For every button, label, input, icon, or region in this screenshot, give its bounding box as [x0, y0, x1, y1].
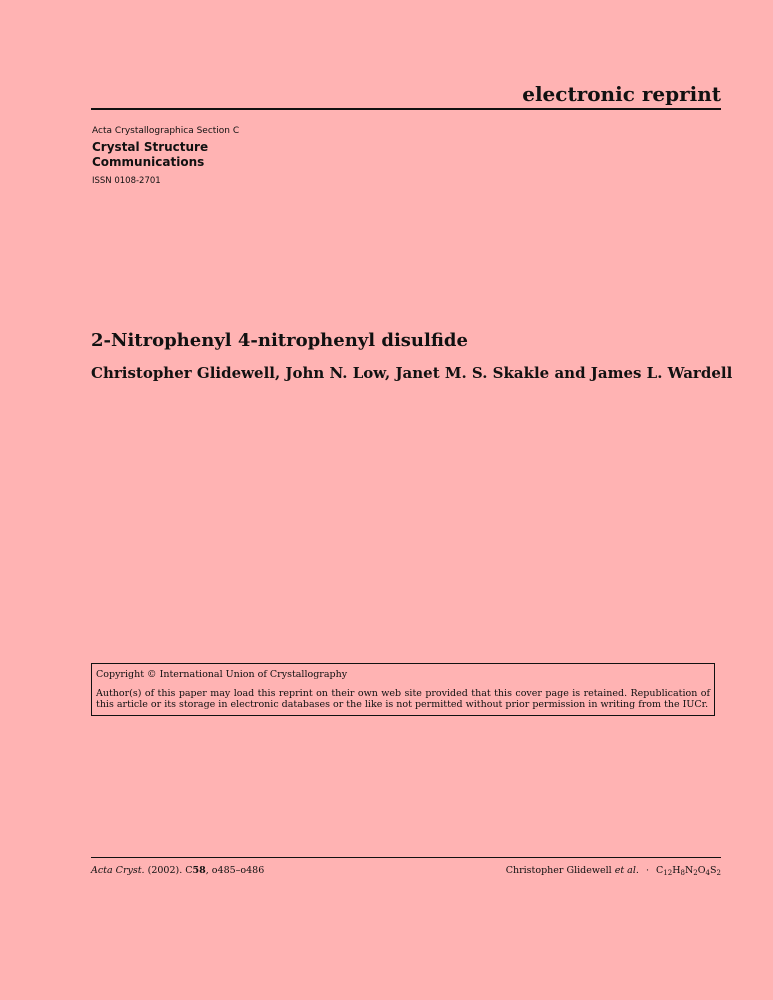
journal-section-line1: Crystal Structure	[92, 140, 209, 154]
copyright-notice: Copyright © International Union of Crystallography	[96, 669, 348, 680]
citation-section: C	[185, 865, 193, 876]
electronic-reprint-header: electronic reprint	[522, 82, 721, 106]
issn: ISSN 0108-2701	[92, 176, 161, 186]
citation	[91, 864, 264, 878]
formula-subscript: 2	[716, 869, 721, 877]
formula-element: O	[697, 865, 706, 876]
journal-block	[92, 125, 239, 187]
formula-element: H	[672, 865, 681, 876]
citation-journal: Acta Cryst.	[91, 865, 145, 876]
journal-name: Acta Crystallographica Section C	[92, 126, 240, 136]
formula-element: C	[656, 865, 664, 876]
journal-section-line2: Communications	[92, 155, 205, 169]
header-rule	[91, 108, 721, 110]
running-et-al: et al.	[614, 865, 639, 876]
chemical-formula	[656, 865, 721, 876]
footer-rule	[91, 857, 721, 858]
copyright-box	[91, 663, 715, 716]
permission-text: Author(s) of this paper may load this reprint on their own web site provided that this cover page is retained. Republication of this article or its storage in electronic databases or the like is not permitted without prior permission in writing from the IUCr.	[96, 688, 710, 710]
article-authors: Christopher Glidewell, John N. Low, Janet M. S. Skakle and James L. Wardell	[91, 364, 733, 382]
formula-subscript: 8	[680, 869, 685, 877]
article-title: 2-Nitrophenyl 4-nitrophenyl disulfide	[91, 330, 468, 351]
citation-pages: , o485–o486	[205, 865, 265, 876]
formula-subscript: 4	[705, 869, 711, 877]
formula-subscript: 12	[663, 869, 673, 877]
running-separator: ·	[645, 865, 649, 876]
running-head	[506, 864, 721, 878]
citation-year: (2002).	[147, 865, 183, 876]
formula-element: S	[710, 865, 717, 876]
running-author: Christopher Glidewell	[505, 865, 612, 876]
formula-subscript: 2	[693, 869, 698, 877]
formula-element: N	[684, 865, 694, 876]
citation-volume: 58	[192, 865, 206, 876]
